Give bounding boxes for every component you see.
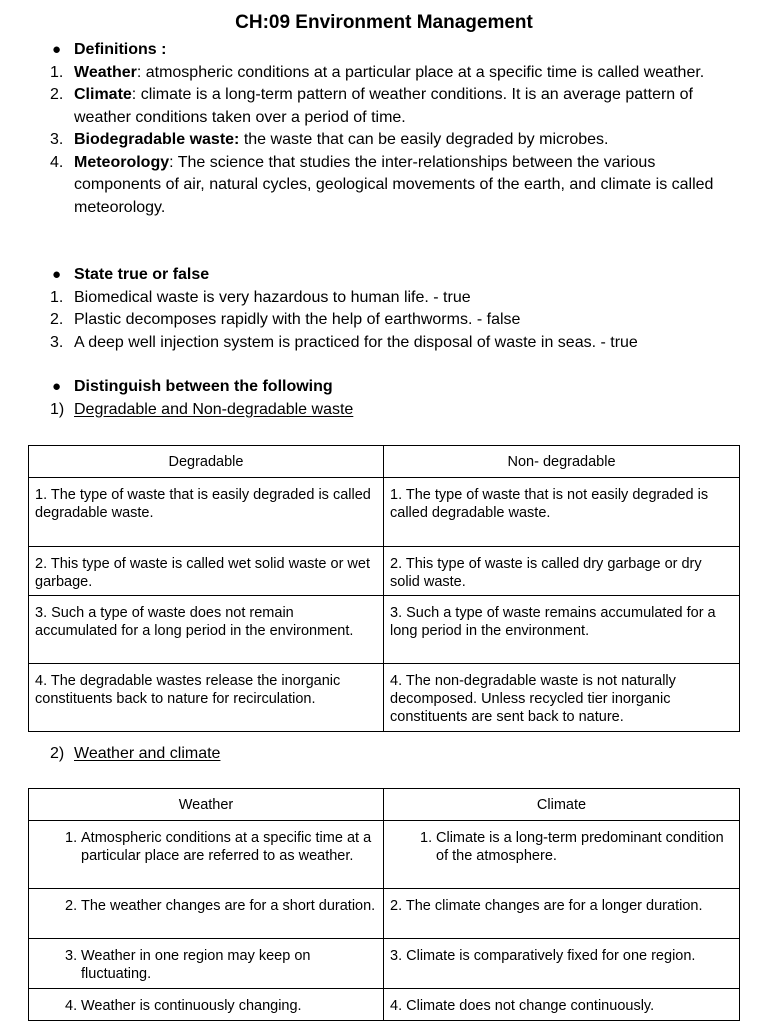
true-false-heading: State true or false: [74, 266, 210, 283]
definition-item: 1. Weather: atmospheric conditions at a particular place at a specific time is called weather.: [50, 63, 705, 81]
table-header-row: [29, 446, 740, 478]
definitions-section: [0, 39, 768, 219]
definition-text: the waste that can be easily degraded by microbes.: [239, 131, 609, 148]
bullet-icon: ●: [52, 41, 62, 58]
definition-item: 3. Biodegradable waste: the waste that can be easily degraded by microbes.: [50, 131, 609, 148]
definition-term: Biodegradable waste:: [74, 131, 240, 148]
table-header: Climate: [384, 789, 740, 821]
table-header-row: [29, 789, 740, 821]
true-false-section: [0, 264, 768, 354]
definition-term: Weather: [74, 63, 137, 81]
table-cell: 1. The type of waste that is easily degraded is called degradable waste.: [29, 478, 384, 547]
table-cell: 4. Climate does not change continuously.: [384, 989, 740, 1021]
definitions-heading: Definitions :: [74, 41, 167, 58]
distinguish-section: [0, 376, 768, 421]
true-false-item: 2. Plastic decomposes rapidly with the help of earthworms. - false: [50, 311, 521, 328]
true-false-item: 1. Biomedical waste is very hazardous to human life. - true: [50, 288, 471, 306]
table-cell: 2. The climate changes are for a longer duration.: [384, 889, 740, 939]
degradable-table: [28, 445, 740, 732]
definitions-heading-row: [0, 39, 768, 62]
table-cell: 1. The type of waste that is not easily degraded is called degradable waste.: [384, 478, 740, 547]
table-cell: 2. This type of waste is called wet solid waste or wet garbage.: [29, 547, 384, 596]
true-false-heading-row: [0, 264, 768, 287]
definition-text: : atmospheric conditions at a particular place at a specific time is called weather.: [136, 63, 705, 81]
page-title: CH:09 Environment Management: [235, 12, 533, 33]
bullet-icon: ●: [52, 378, 62, 395]
table-row: [29, 596, 740, 664]
table-cell: 1. Atmospheric conditions at a specific time at a particular place are referred to as weather.: [29, 821, 384, 889]
distinguish-heading: Distinguish between the following: [74, 378, 333, 395]
table-cell: 4. Weather is continuously changing.: [29, 989, 384, 1021]
table-row: [29, 478, 740, 547]
definition-item: 2. Climate: climate is a long-term pattern of weather conditions. It is an average pattern of weather conditions taken over a period of time.: [50, 86, 693, 126]
table-row: [29, 821, 740, 889]
definition-text: : The science that studies the inter-relationships between the various components of air, natural cycles, geological movements of the earth, and climate is called meteorology.: [74, 153, 714, 216]
table-header: Degradable: [29, 446, 384, 478]
definition-text: : climate is a long-term pattern of weather conditions. It is an average pattern of weather conditions taken over a period of time.: [74, 86, 693, 126]
definition-item: 4. Meteorology: The science that studies the inter-relationships between the various components of air, natural cycles, geological movements of the earth, and climate is called meteorology.: [50, 153, 714, 216]
table-row: [29, 547, 740, 596]
table-row: [29, 939, 740, 989]
distinguish-heading-row: [0, 376, 768, 399]
weather-climate-table: [28, 788, 740, 1021]
definition-term: Meteorology: [74, 153, 170, 171]
table-cell: 3. Such a type of waste does not remain accumulated for a long period in the environment.: [29, 596, 384, 664]
table-cell: 2. This type of waste is called dry garbage or dry solid waste.: [384, 547, 740, 596]
true-false-item: 3. A deep well injection system is practiced for the disposal of waste in seas. - true: [50, 333, 638, 351]
table-cell: 3. Such a type of waste remains accumulated for a long period in the environment.: [384, 596, 740, 664]
table-cell: 4. The non-degradable waste is not naturally decomposed. Unless recycled tier inorganic constituents are sent back to nature.: [384, 664, 740, 732]
subsection-2: [0, 743, 768, 766]
table-header: Non- degradable: [384, 446, 740, 478]
table-row: [29, 989, 740, 1021]
table-row: [29, 664, 740, 732]
table-row: [29, 889, 740, 939]
table-header: Weather: [29, 789, 384, 821]
table-cell: 3. Weather in one region may keep on fluctuating.: [29, 939, 384, 989]
table-cell: 1. Climate is a long-term predominant condition of the atmosphere.: [384, 821, 740, 889]
table-cell: 3. Climate is comparatively fixed for one region.: [384, 939, 740, 989]
table-cell: 4. The degradable wastes release the inorganic constituents back to nature for recirculation.: [29, 664, 384, 732]
subsection-title-1: 1) Degradable and Non-degradable waste: [50, 400, 354, 418]
definition-term: Climate: [74, 86, 132, 103]
subsection-title-2: 2) Weather and climate: [50, 745, 221, 762]
table-cell: 2. The weather changes are for a short duration.: [29, 889, 384, 939]
bullet-icon: ●: [52, 266, 62, 283]
